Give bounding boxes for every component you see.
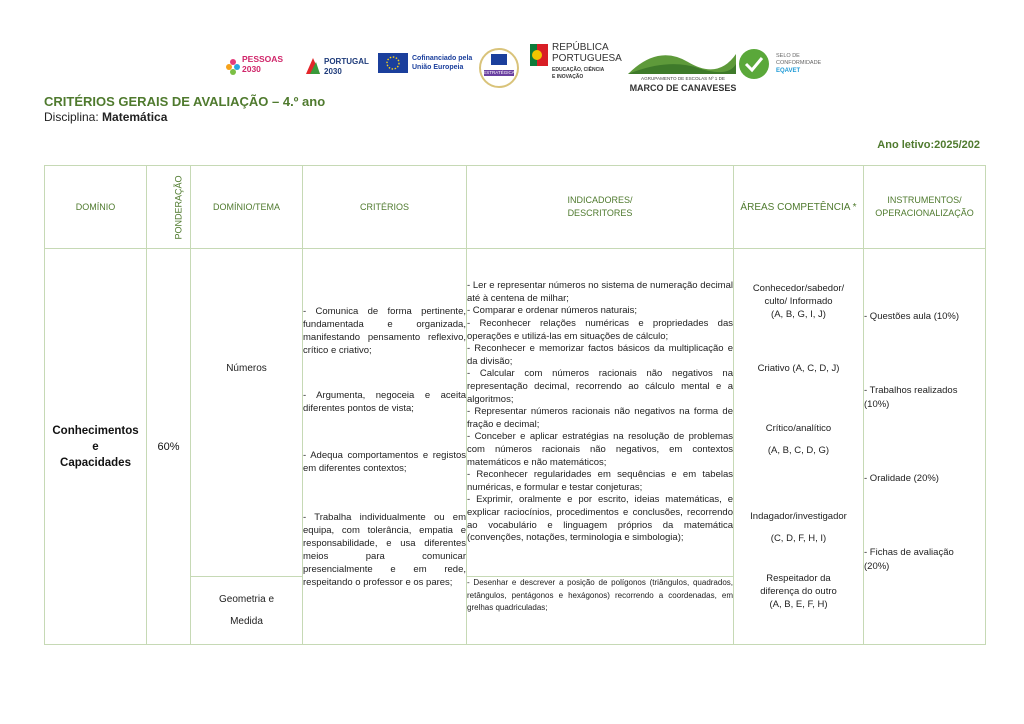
eu-label: Cofinanciado pela União Europeia — [412, 55, 473, 71]
dominio-cell — [45, 249, 147, 645]
area-line: diferença do outro — [760, 586, 837, 597]
indicador-item: - Ler e representar números no sistema de numeração decimal até à centena de milhar; — [467, 280, 733, 304]
area-line: (A, B, G, I, J) — [771, 309, 826, 320]
tema-geometria — [191, 577, 303, 645]
instrumentos-cell — [864, 249, 986, 645]
eqavet-line-1: SELO DE — [776, 53, 800, 59]
area-line: Criativo (A, C, D, J) — [757, 363, 840, 374]
school-year: Ano letivo:2025/202 — [877, 139, 980, 151]
header-row — [45, 166, 986, 249]
dominio-line-2: e — [92, 440, 99, 453]
agrupamento-line-1: AGRUPAMENTO DE ESCOLAS Nº 1 DE — [641, 76, 725, 81]
republica-line-4: E INOVAÇÃO — [552, 74, 584, 80]
header-ponderacao-label: PONDERAÇÃO — [173, 174, 184, 240]
header-indicadores-line-1: INDICADORES/ — [567, 195, 633, 205]
pessoas-label: PESSOAS 2030 — [242, 54, 284, 74]
table-row — [45, 249, 986, 577]
indicador-item: - Reconhecer e memorizar factos básicos da multiplicação e da divisão; — [467, 343, 733, 367]
checkmark-seal-icon — [738, 48, 770, 80]
seal-icon — [478, 44, 520, 94]
area-line: Respeitador da — [766, 573, 831, 584]
indicador-item: - Calcular com números racionais não negativos na representação decimal, recorrendo ao cálculo mental e a algoritmos; — [467, 368, 733, 405]
tema-geometria-line-1: Geometria e — [218, 593, 275, 605]
instrumento-item: (20%) — [864, 560, 890, 572]
criterio-item: - Comunica de forma pertinente, fundamentada e organizada, manifestando pensamento reflexivo, crítico e criativo; — [303, 305, 466, 356]
republica-line-2: PORTUGUESA — [552, 53, 622, 64]
indicadores-geometria-cell — [467, 577, 734, 645]
criterio-item: - Adequa comportamentos e registos em diferentes contextos; — [303, 449, 466, 474]
tema-numeros: Números — [191, 249, 303, 577]
agrupamento-line-2: MARCO DE CANAVESES — [629, 83, 737, 93]
area-item — [734, 572, 863, 611]
criterio-item: - Argumenta, negoceia e aceita diferentes pontos de vista; — [303, 389, 466, 414]
indicador-item: - Conceber e aplicar estratégias na resolução de problemas com números racionais não negativos, em contextos matemáticos e não matemáticos; — [467, 431, 733, 468]
estrategica-seal — [478, 44, 520, 94]
indicador-item: - Desenhar e descrever a posição de polígonos (triângulos, quadrados, retângulos, pentágonos e hexágonos) recorrendo a coordenadas, em grelhas quadriculadas; — [467, 578, 733, 612]
instrumento-item: - Oralidade (20%) — [864, 472, 939, 484]
republica-line-3: EDUCAÇÃO, CIÊNCIA — [552, 67, 605, 73]
header-instrumentos-line-2: OPERACIONALIZAÇÃO — [875, 208, 974, 218]
eqavet-line-2: CONFORMIDADE — [776, 60, 822, 66]
header-indicadores-line-2: DESCRITORES — [567, 208, 633, 218]
eqavet-line-3: EQAVET — [776, 68, 801, 74]
indicadores-numeros-cell — [467, 249, 734, 577]
coat-of-arms-icon — [530, 42, 548, 68]
agrupamento-logo — [628, 44, 738, 94]
indicador-item: - Reconhecer relações numéricas e propriedades das operações e utilizá-las em situações de cálculo; — [467, 318, 733, 342]
portugal-2030-logo — [304, 54, 369, 90]
indicador-item: - Representar números racionais não negativos na forma de fração e decimal; — [467, 406, 733, 430]
area-line: (A, B, C, D, G) — [767, 445, 830, 456]
dominio-line-1: Conhecimentos — [52, 424, 139, 437]
area-item — [734, 282, 863, 321]
area-item — [734, 362, 863, 375]
criteria-table — [44, 165, 986, 645]
logo-strip — [224, 40, 834, 96]
discipline-value: Matemática — [102, 110, 168, 124]
hills-icon — [628, 44, 736, 74]
area-line: Indagador/investigador — [750, 511, 847, 522]
document-title: CRITÉRIOS GERAIS DE AVALIAÇÃO – 4.º ano — [44, 94, 326, 109]
area-line: (C, D, F, H, I) — [770, 533, 827, 544]
portugal-mark-icon — [304, 56, 322, 76]
header-dominio-tema: DOMÍNIO/TEMA — [191, 166, 303, 249]
area-item — [734, 422, 863, 457]
indicador-item: - Comparar e ordenar números naturais; — [467, 305, 638, 317]
area-line: Conhecedor/sabedor/ — [752, 283, 845, 294]
republica-portuguesa-logo — [530, 42, 622, 94]
instrumento-item: - Trabalhos realizados — [864, 384, 958, 396]
ponderacao-cell: 60% — [147, 249, 191, 645]
header-areas: ÁREAS COMPETÊNCIA * — [734, 166, 864, 249]
area-item — [734, 510, 863, 545]
tema-geometria-line-2: Medida — [230, 615, 263, 627]
dominio-line-3: Capacidades — [60, 456, 131, 469]
instrumento-item: - Questões aula (10%) — [864, 310, 960, 322]
indicador-item: - Reconhecer regularidades em sequências e em tabelas numéricas, e formular e testar conjeturas; — [467, 469, 733, 493]
criterio-item: - Trabalha individualmente ou em equipa, com tolerância, empatia e responsabilidade, e usa diferentes meios para comunicar presencialmente e em rede, respeitando o professor e os pares; — [303, 511, 466, 588]
header-instrumentos-line-1: INSTRUMENTOS/ — [887, 195, 962, 205]
estrategica-label: ESTRATÉGICA — [483, 70, 515, 75]
header-dominio: DOMÍNIO — [45, 166, 147, 249]
header-ponderacao — [147, 166, 191, 249]
instrumento-item: - Fichas de avaliação — [864, 546, 954, 558]
republica-line-1: REPÚBLICA — [552, 42, 609, 53]
header-indicadores — [467, 166, 734, 249]
header-instrumentos — [864, 166, 986, 249]
header-criterios: CRITÉRIOS — [303, 166, 467, 249]
discipline-label: Disciplina: — [44, 110, 103, 124]
area-line: (A, B, E, F, H) — [769, 599, 828, 610]
criterios-cell — [303, 249, 467, 645]
eu-flag-icon — [378, 53, 408, 73]
pessoas-2030-logo — [224, 52, 288, 92]
eu-cofinanced-logo — [378, 53, 478, 79]
instrumento-item: (10%) — [864, 398, 890, 410]
areas-cell — [734, 249, 864, 645]
eqavet-logo — [738, 48, 834, 88]
area-line: Crítico/analítico — [765, 423, 832, 434]
discipline-line — [44, 110, 167, 124]
portugal-label: PORTUGAL 2030 — [324, 57, 369, 76]
area-line: culto/ Informado — [764, 296, 833, 307]
indicador-item: - Exprimir, oralmente e por escrito, ideias matemáticas, e explicar raciocínios, procedimentos e conclusões, recorrendo ao vocabulário e linguagem próprios da matemática (convenções, notações, terminologia e simbologia); — [467, 494, 733, 544]
